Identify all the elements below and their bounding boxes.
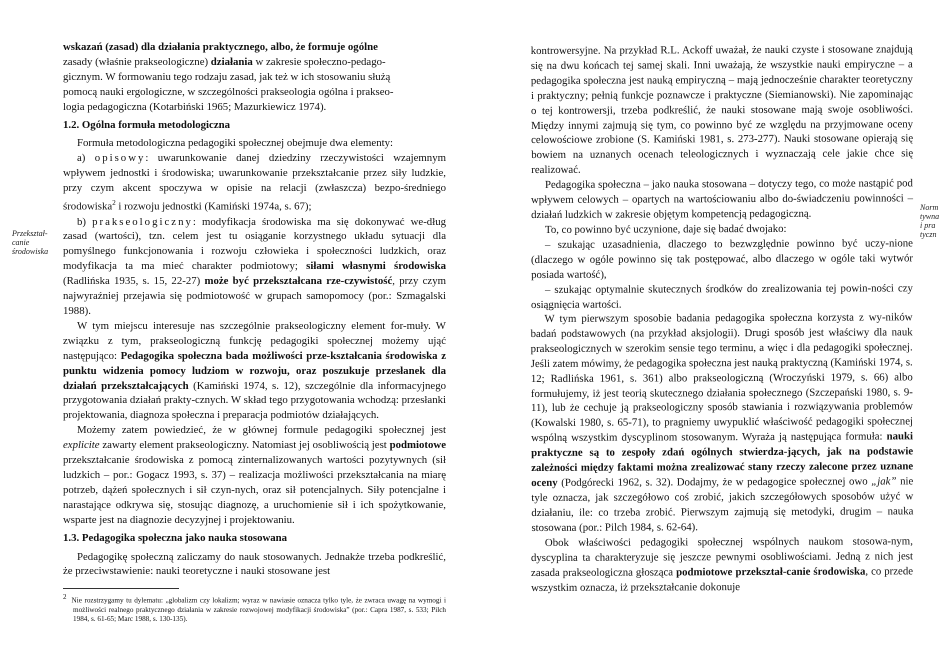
margin-note-right bbox=[920, 203, 947, 239]
text: (Podgórecki 1962, s. 32). Dodajmy, że w pedagogice społecznej owo bbox=[557, 475, 872, 490]
paragraph-dash-1: – szukając uzasadnienia, dlaczego to bezwzględnie powinno być uczy-nione (dlaczego w ogóle powinno się tak postępować, albo dlaczego w ogóle taki wytwór posiada wartość), bbox=[530, 237, 914, 281]
line-1: wskazań (zasad) dla działania praktycznego, albo, że formuje ogólne bbox=[63, 41, 378, 53]
text: , przy czym najwyraźniej przejawia się podmiotowość w grupach samopomocy (por.: Szmagalski 1988). bbox=[63, 275, 446, 317]
term-praxeological: prakseologiczny bbox=[92, 215, 193, 228]
paragraph-applied-science: Pedagogikę społeczną zaliczamy do nauk stosowanych. Jednakże trzeba podkreślić, że przeciwstawienie: nauki teoretyczne i nauki stosowane jest bbox=[63, 550, 446, 578]
footnote-number: 2 bbox=[63, 593, 67, 602]
footnote-text: Nie rozstrzygamy tu dylematu: „globalizm czy lokalizm; wyraz w nawiasie oznacza tylko tyle, że zwraca uwagę na wymogi i możliwości realnego praktycznego działania w zakresie rozwojowej modyfikacji środowiska” (por.: Capra 1987, s. 533; Pilch 1984, s. 61-65; Marc 1988, s. 130-135). bbox=[71, 596, 447, 623]
margin-note-line: tyczn bbox=[920, 230, 937, 239]
paragraph-two-ways: To, co powinno być uczynione, daje się badać dwojako: bbox=[544, 222, 787, 236]
paragraph-first-method bbox=[531, 311, 914, 536]
margin-note-line: Norm bbox=[920, 203, 939, 212]
right-text-column bbox=[531, 44, 913, 596]
paragraph-applied: Pedagogika społeczna – jako nauka stosowana – dotyczy tego, co może nastąpić pod wpływem celowych – opartych na wartościowaniu albo do-świadczeniu powinności – działań ludzkich w zakresie objętym kompetencją pedagogiczną. bbox=[530, 177, 914, 221]
text: nie tyle oznacza, jak szczegółowo coś zrobić, jakich szczegółowych sposobów użyć w działaniu, ile: co trzeba zrobić. Pierwszym zajmują się metodyki, drugim – nauka stosowana (por.: Pilch 1984, s. 62-64). bbox=[531, 475, 914, 534]
list-label-a: a) bbox=[77, 152, 95, 165]
line-4: pomocą nauki ergologiczne, w szczególności prakseologia ogólna i prakseo- bbox=[63, 85, 394, 98]
paragraph-descriptive bbox=[63, 151, 446, 214]
text: Obok właściwości pedagogiki społecznej wspólnych naukom stosowa-nym, dyscyplina ta charakteryzuje się jeszcze pewnymi osobliwościami. Jedną z nich jest zasada prakseologiczna głosząca bbox=[530, 535, 913, 579]
italic-text: explicite bbox=[63, 439, 100, 452]
line-3: gicznym. W formowaniu tego rodzaju zasad, jak też w ich stosowaniu służą bbox=[63, 70, 391, 83]
list-label-b: b) bbox=[77, 215, 93, 228]
bold-text: nauki praktyczne są to zespoły zdań ogólnych stwierdza-jących, jak na podstawie zależności między faktami można zrealizować stany rzeczy zalecone przez uznane oceny bbox=[531, 430, 914, 490]
text: W tym miejscu interesuje nas szczególnie prakseologiczny element for-muły. W związku z tym, prakseologiczną funkcję pedagogiki społecznej możemy ująć następująco: bbox=[63, 319, 446, 362]
text: (Radlińska 1935, s. 15, 22-27) bbox=[63, 275, 205, 288]
text: przekształcanie środowiska z pomocą zinternalizowanych wartości pozytywnych (sił ludzkich – por.: Gogacz 1993, s. 37) – realizacja możliwości przekształcania na miarę potrzeb, dążeń społecznych i sił czyn-nych, oraz sił potencjalnych. Siły potencjalne i narastające odkrywa się, stosując diagnozę, a uruchomienie sił i ich spożytkowanie, wsparte jest na diagnozie decyzyjnej i projektowaniu. bbox=[63, 454, 446, 526]
paragraph-controversy: kontrowersyjne. Na przykład R.L. Ackoff uważał, że nauki czyste i stosowane znajdują się na dwu końcach tej samej skali. Inni uważają, że wszystkie nauki empiryczne – a pedagogika społeczna jest nauką empiryczną – mają jednocześnie charakter teoretyczny i praktyczny; pełnią funkcje poznawcze i praktyczne (Siemianowski). Nie zapominając o tej kontrowersji, trzeba podkreślić, że nauki stosowane mają swoje osobliwości. Między innymi zajmują się tym, co powinno być ze względu na przyjmowane oceny celowościowe zrobione (S. Kamiński 1981, s. 273-277). Nauki stosowane opierają się bowiem na uznanych ocenach teleologicznych i wyznaczają cele jakie chce się realizować. bbox=[530, 43, 914, 177]
margin-note-left: Przekształ-canie środowiska bbox=[12, 229, 49, 256]
paragraph-praxeological bbox=[63, 215, 446, 319]
bold-text: podmiotowe przekształ-canie środowiska bbox=[676, 565, 866, 579]
text: (Kamiński 1974, s. 12), szczególnie dla informacyjnego przygotowania działań prakty-cznych. W skład tego przygotowania wchodzą: przesłanki projektowania, diagnoza społeczna i preparacja podmiotów działających. bbox=[63, 379, 446, 422]
paragraph-dash-2: – szukając optymalnie skutecznych środków do zrealizowania tej powin-ności czy osiągnięcia wartości. bbox=[531, 281, 913, 311]
italic-text: „jak” bbox=[871, 475, 897, 488]
right-page bbox=[478, 0, 947, 670]
text: : uwarunkowanie danej dziedziny rzeczywistości wzajemnym wpływem jednostki i środowiska; uwarunkowanie przekształcanie przez siły ludzkie, przy czym akcent spoczywa w opisie na relacji (zwłaszcza) bezpo-średniego środowiska bbox=[63, 152, 447, 213]
paragraph-continuation bbox=[63, 40, 446, 115]
bold-text: może być przekształcana rze-czywistość bbox=[204, 275, 393, 288]
text: i rozwoju jednostki (Kamiński 1974a, s. 67); bbox=[115, 200, 312, 213]
bold-text: siłami własnymi środowiska bbox=[306, 260, 446, 273]
paragraph-formula: Formuła metodologiczna pedagogiki społecznej obejmuje dwa elementy: bbox=[77, 137, 394, 150]
text: : modyfikacja środowiska ma się dokonywać we-dług zasad (wartości), tzn. celem jest tu osiąganie korzystnego układu sytuacji dla pomyślnego funkcjonowania i rozwoju człowieka i społeczności ludzkich, oraz modyfikacja ta ma mieć charakter podmiotowy; bbox=[63, 215, 446, 273]
paragraph-function bbox=[63, 319, 446, 423]
bold-text: Pedagogika społeczna bada możliwości prze-kształcania środowiska z punktu widzenia pomocy ludziom w rozwoju, oraz poszukuje przesłanek dla działań przekształcających bbox=[63, 349, 446, 392]
paragraph-subjectivity bbox=[63, 423, 446, 527]
term-descriptive: opisowy bbox=[94, 152, 146, 165]
bold-text: podmiotowe bbox=[389, 439, 446, 452]
footnote-ref[interactable]: 2 bbox=[112, 199, 116, 208]
footnote-divider bbox=[63, 588, 179, 589]
text: , co przede wszystkim oznacza, iż przekształcanie dokonuje bbox=[531, 565, 914, 594]
text: zawarty element prakseologiczny. Natomiast jej osobliwością jest bbox=[99, 439, 390, 452]
line-2: zasady (właśnie prakseologiczne) działania w zakresie społeczno-pedago- bbox=[63, 55, 386, 68]
section-heading-1-2: 1.2. Ogólna formuła metodologiczna bbox=[63, 118, 231, 131]
margin-note-line: i pra bbox=[920, 221, 936, 230]
footnote bbox=[63, 593, 446, 623]
text: Możemy zatem powiedzieć, że w głównej formule pedagogiki społecznej jest bbox=[77, 424, 446, 437]
line-5: logia pedagogiczna (Kotarbiński 1965; Mazurkiewicz 1974). bbox=[63, 100, 327, 113]
section-heading-1-3: 1.3. Pedagogika społeczna jako nauka stosowana bbox=[63, 531, 288, 544]
text: W tym pierwszym sposobie badania pedagogika społeczna korzysta z wy-ników badań podstawowych (na przykład aksjologii). Drugi sposób jest właściwy dla nauk prakseologicznych w szerokim sensie tego terminu, a więc i dla pedagogiki społecznej. Jeśli zatem mówimy, że pedagogika społeczna jest nauką praktyczną (Kamiński 1974, s. 12; Radlińska 1961, s. 361) albo prakseologiczną (Wroczyński 1979, s. 66) albo formułujemy, iż jest teorią skutecznego działania społecznego (Szczepański 1980, s. 9-11), lub że cechuje ją prakseologiczny sposób stawiania i rozwiązywania problemów (Kowalski 1980, s. 65-71), to pragniemy uwypuklić właściwość pedagogiki społecznej wspólną wszystkim dyscyplinom stosowanym. Wyraża ją następująca formuła: bbox=[530, 311, 914, 445]
paragraph-peculiarities bbox=[531, 534, 913, 595]
margin-note-line: tywna bbox=[920, 212, 940, 221]
left-text-column bbox=[63, 40, 446, 624]
